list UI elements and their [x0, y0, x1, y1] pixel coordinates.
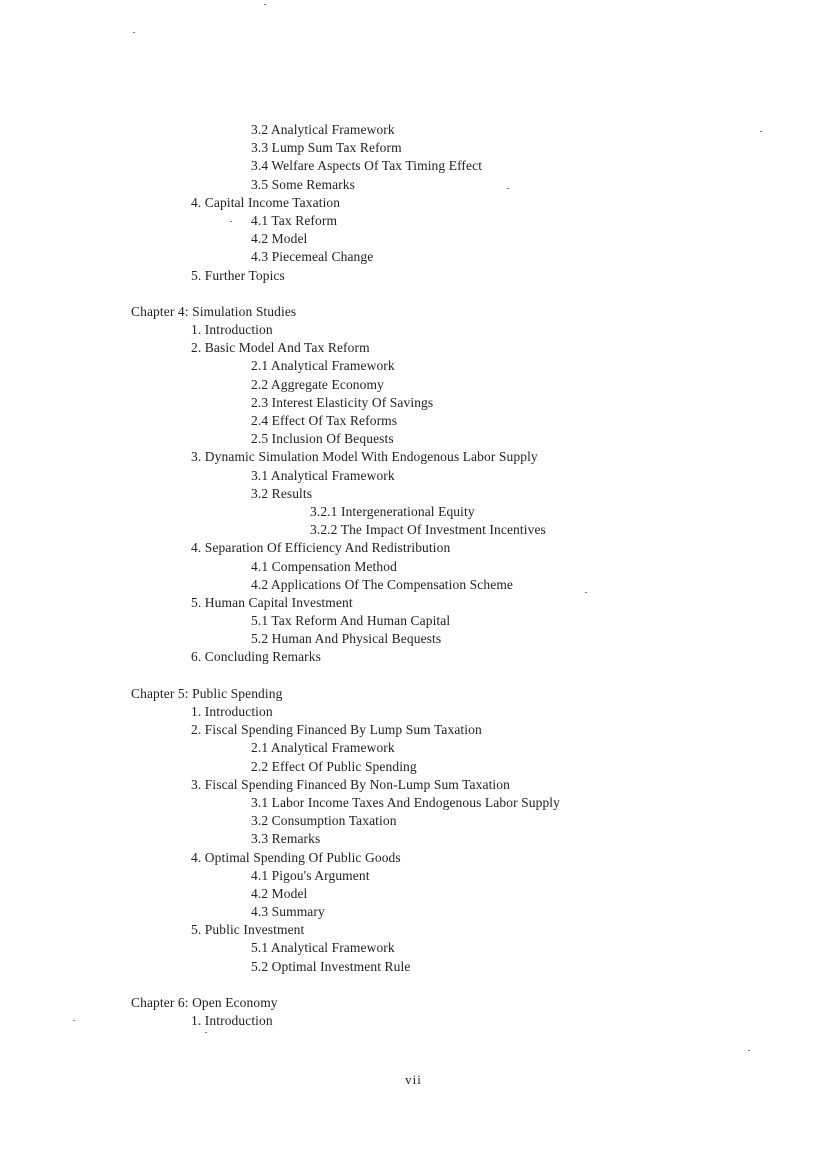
toc-section: 6. Concluding Remarks [191, 649, 321, 665]
toc-subsection: 3.1 Analytical Framework [251, 467, 395, 483]
toc-subsection: 3.2 Results [251, 485, 313, 501]
toc-subsection: 4.3 Piecemeal Change [251, 249, 374, 265]
toc-subsection: 5.2 Human And Physical Bequests [251, 631, 442, 647]
table-of-contents [0, 121, 827, 1030]
toc-subsection: 4.1 Compensation Method [251, 558, 397, 574]
scan-speck [748, 1050, 750, 1051]
toc-subsection: 2.4 Effect Of Tax Reforms [251, 413, 398, 428]
toc-section: 1. Introduction [191, 322, 273, 338]
toc-subsection: 2.3 Interest Elasticity Of Savings [251, 394, 434, 410]
toc-subsection: 5.1 Analytical Framework [251, 940, 395, 956]
toc-subsection: 4.3 Summary [251, 904, 325, 920]
toc-section: 2. Basic Model And Tax Reform [191, 340, 370, 356]
toc-subsection: 3.3 Remarks [251, 831, 321, 847]
page-number: vii [405, 1072, 422, 1087]
scan-speck [760, 131, 762, 132]
scan-speck [73, 1020, 75, 1021]
toc-subsection: 2.5 Inclusion Of Bequests [251, 431, 394, 447]
toc-subsection: 2.2 Effect Of Public Spending [251, 758, 417, 774]
toc-section: 5. Human Capital Investment [191, 594, 353, 610]
toc-section: 3. Dynamic Simulation Model With Endogenous Labor Supply [191, 449, 538, 465]
scan-speck [230, 221, 232, 222]
toc-subsection: 3.5 Some Remarks [251, 176, 355, 192]
toc-subsubsection: 3.2.1 Intergenerational Equity [310, 503, 475, 519]
toc-section: 1. Introduction [191, 1013, 273, 1029]
toc-spacer [0, 285, 827, 303]
toc-subsection: 4.2 Model [251, 885, 308, 901]
toc-spacer [0, 976, 827, 994]
scan-speck [585, 592, 587, 593]
scan-speck [264, 4, 266, 5]
toc-subsection: 3.2 Analytical Framework [251, 122, 395, 137]
toc-chapter: Chapter 6: Open Economy [131, 995, 278, 1010]
toc-subsection: 3.1 Labor Income Taxes And Endogenous Labor Supply [251, 794, 561, 810]
toc-chapter: Chapter 5: Public Spending [131, 685, 283, 701]
toc-section: 4. Capital Income Taxation [191, 194, 341, 210]
toc-subsection: 4.1 Pigou's Argument [251, 867, 370, 883]
toc-section: 4. Separation Of Efficiency And Redistribution [191, 540, 451, 556]
toc-subsection: 3.3 Lump Sum Tax Reform [251, 140, 402, 156]
scan-speck [507, 188, 509, 189]
toc-subsection: 2.1 Analytical Framework [251, 740, 395, 756]
toc-subsection: 3.2 Consumption Taxation [251, 813, 397, 829]
toc-subsection: 5.2 Optimal Investment Rule [251, 958, 411, 974]
toc-subsection: 3.4 Welfare Aspects Of Tax Timing Effect [251, 158, 483, 174]
toc-section: 1. Introduction [191, 704, 273, 719]
toc-section: 5. Public Investment [191, 922, 305, 938]
toc-subsection: 2.1 Analytical Framework [251, 358, 395, 374]
toc-section: 4. Optimal Spending Of Public Goods [191, 849, 401, 865]
toc-chapter: Chapter 4: Simulation Studies [131, 303, 297, 319]
scan-speck [133, 32, 135, 33]
toc-subsection: 2.2 Aggregate Economy [251, 376, 384, 392]
toc-subsection: 4.2 Applications Of The Compensation Scheme [251, 576, 514, 592]
toc-subsection: 5.1 Tax Reform And Human Capital [251, 613, 451, 629]
toc-section: 2. Fiscal Spending Financed By Lump Sum Taxation [191, 722, 482, 738]
toc-section: 5. Further Topics [191, 267, 285, 283]
toc-section: 3. Fiscal Spending Financed By Non-Lump Sum Taxation [191, 776, 510, 792]
toc-subsubsection: 3.2.2 The Impact Of Investment Incentives [310, 522, 546, 538]
toc-spacer [0, 667, 827, 685]
scan-speck [205, 1032, 207, 1033]
toc-subsection: 4.1 Tax Reform [251, 212, 338, 228]
toc-subsection: 4.2 Model [251, 231, 308, 247]
